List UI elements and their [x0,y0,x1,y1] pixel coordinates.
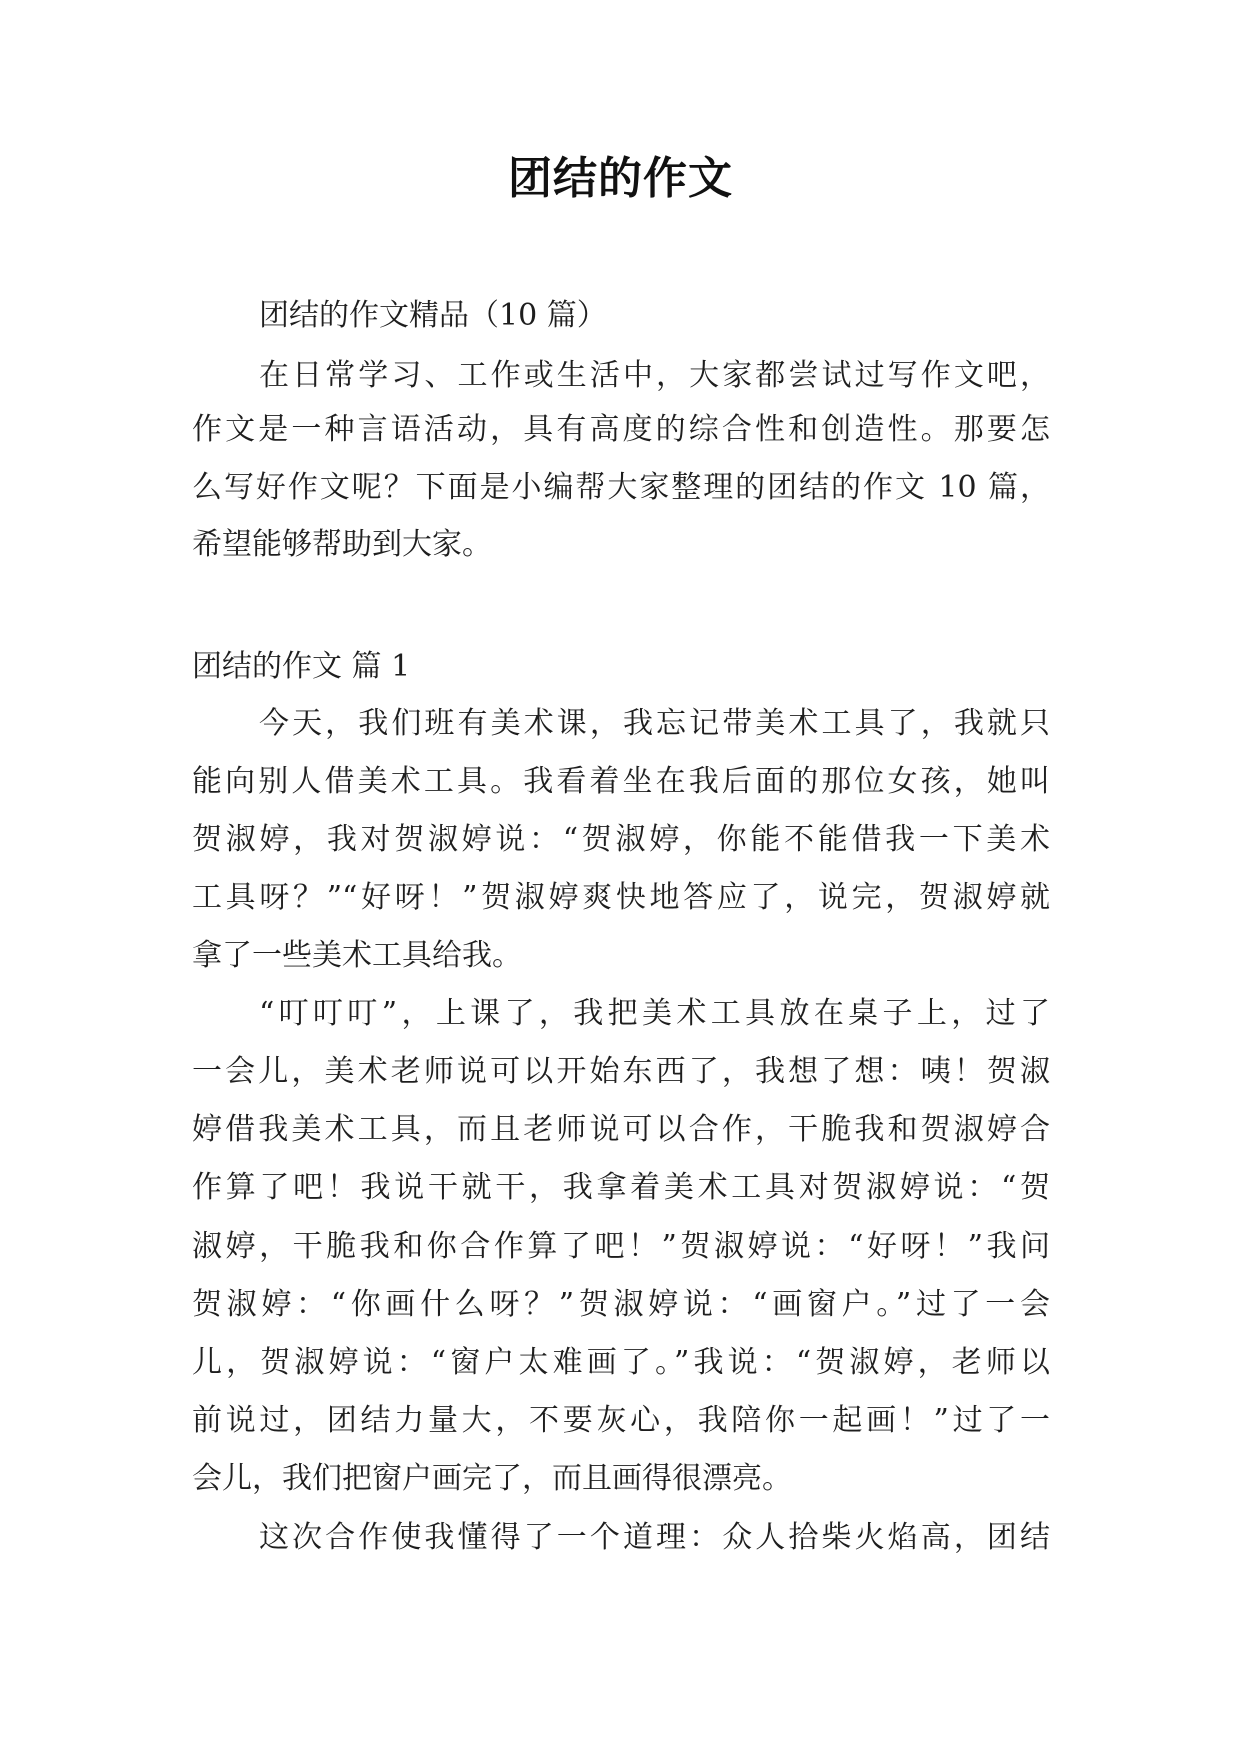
paragraph-line: 这次合作使我懂得了一个道理：众人拾柴火焰高，团结 [259,1520,1050,1555]
intro-line: 么写好作文呢？下面是小编帮大家整理的团结的作文 10 篇， [192,470,1050,505]
paragraph-line: 一会儿，美术老师说可以开始东西了，我想了想：咦！贺淑 [192,1054,1050,1089]
paragraph-line: 前说过，团结力量大，不要灰心，我陪你一起画！”过了一 [192,1403,1050,1438]
paragraph-line: 工具呀？”“好呀！”贺淑婷爽快地答应了，说完，贺淑婷就 [192,880,1050,915]
document-title: 团结的作文 [508,153,733,204]
paragraph-line: 会儿，我们把窗户画完了，而且画得很漂亮。 [192,1461,792,1496]
article-heading: 团结的作文 篇 1 [192,649,411,684]
intro-heading: 团结的作文精品（10 篇） [259,298,607,333]
paragraph-line: 贺淑婷：“你画什么呀？”贺淑婷说：“画窗户。”过了一会 [192,1287,1050,1322]
paragraph-line: 淑婷，干脆我和你合作算了吧！”贺淑婷说：“好呀！”我问 [192,1229,1050,1264]
paragraph-line: 作算了吧！我说干就干，我拿着美术工具对贺淑婷说：“贺 [192,1170,1050,1205]
intro-line: 希望能够帮助到大家。 [192,527,492,562]
paragraph-line: “叮叮叮”，上课了，我把美术工具放在桌子上，过了 [259,996,1050,1031]
paragraph-line: 婷借我美术工具，而且老师说可以合作，干脆我和贺淑婷合 [192,1112,1050,1147]
intro-line: 在日常学习、工作或生活中，大家都尝试过写作文吧， [259,358,1050,393]
intro-line: 作文是一种言语活动，具有高度的综合性和创造性。那要怎 [192,412,1050,447]
paragraph-line: 拿了一些美术工具给我。 [192,938,522,973]
paragraph-line: 能向别人借美术工具。我看着坐在我后面的那位女孩，她叫 [192,764,1050,799]
paragraph-line: 今天，我们班有美术课，我忘记带美术工具了，我就只 [259,706,1050,741]
paragraph-line: 儿，贺淑婷说：“窗户太难画了。”我说：“贺淑婷，老师以 [192,1345,1050,1380]
paragraph-line: 贺淑婷，我对贺淑婷说：“贺淑婷，你能不能借我一下美术 [192,822,1050,857]
